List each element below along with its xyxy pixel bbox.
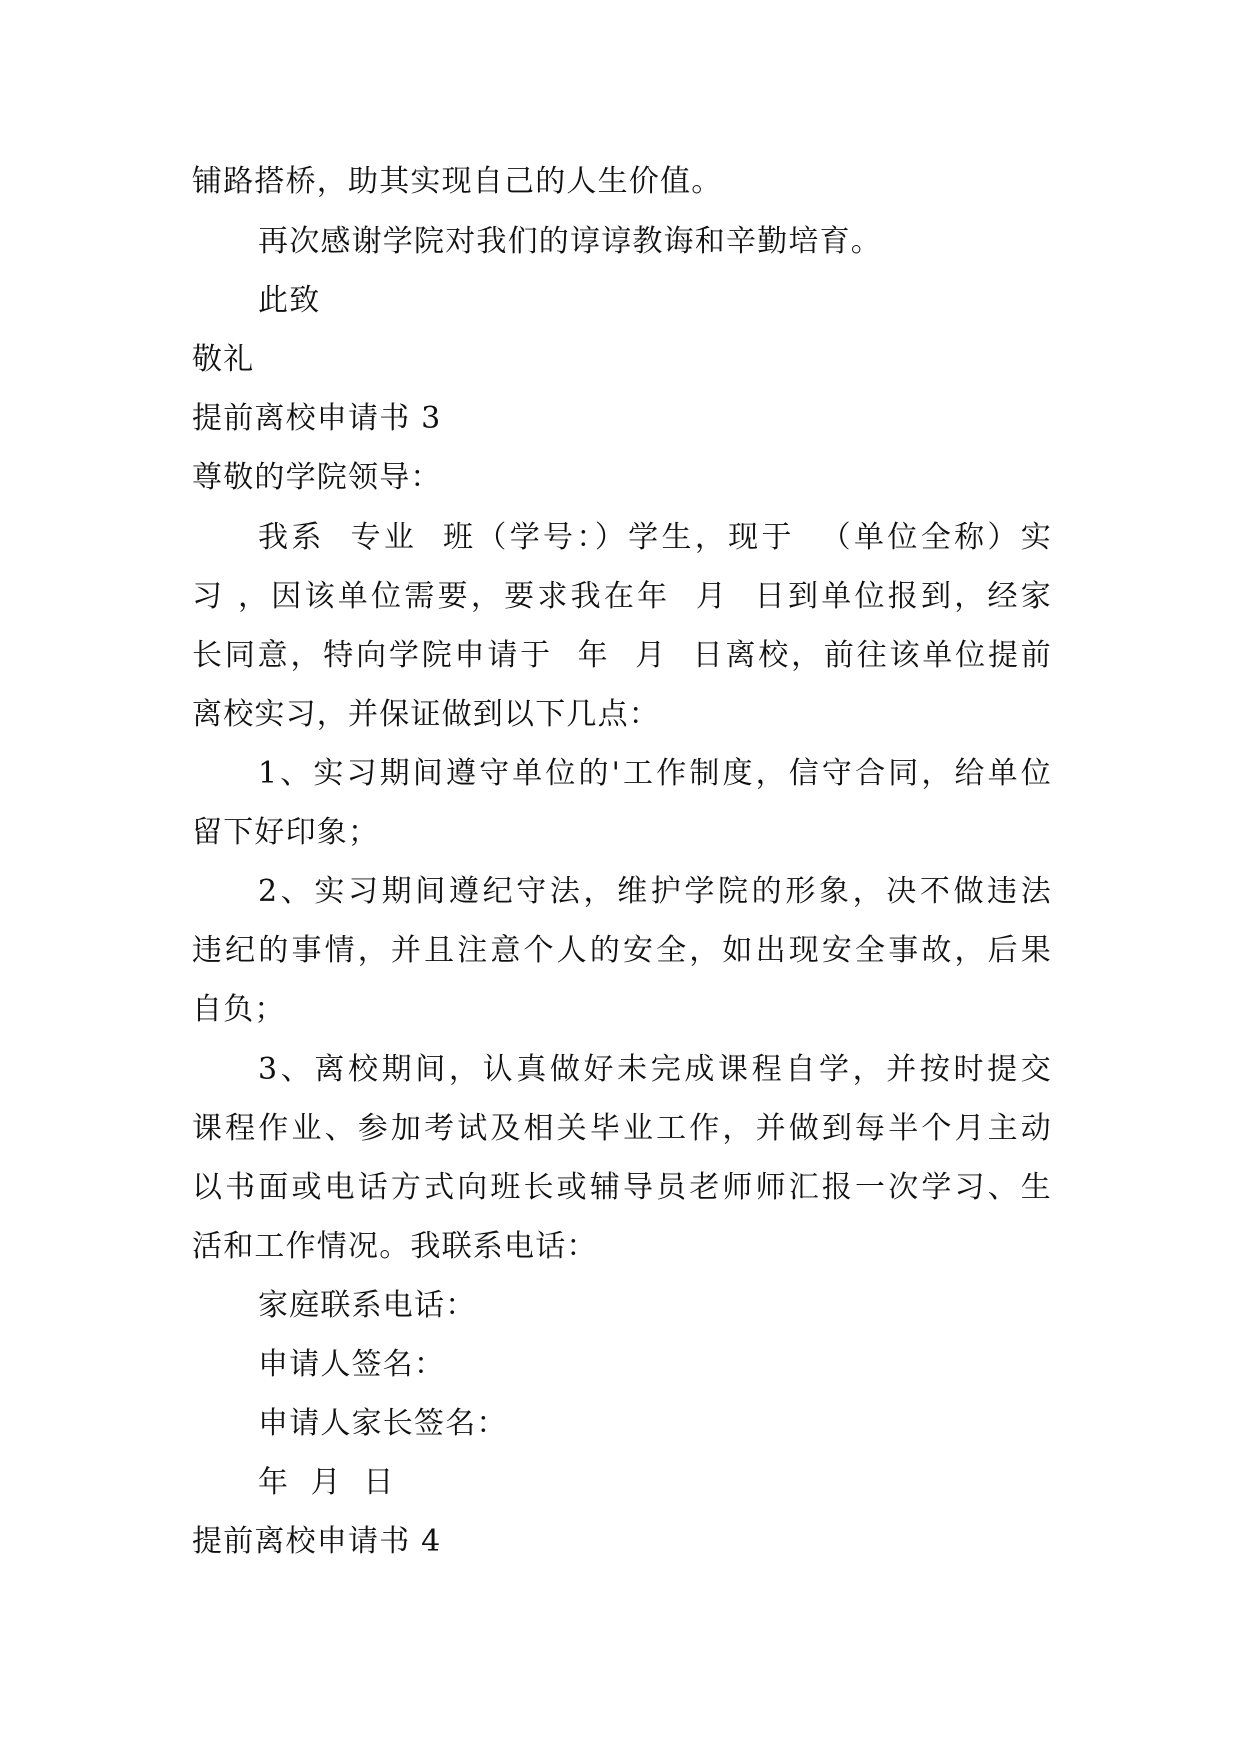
text-line: 2、实习期间遵纪守法，维护学院的形象，决不做违法 [258, 874, 1052, 909]
text-line: 课程作业、参加考试及相关毕业工作，并做到每半个月主动 [192, 1111, 1052, 1146]
text-line: 申请人签名： [258, 1347, 446, 1382]
text-line: 家庭联系电话： [258, 1288, 477, 1323]
text-line: 以书面或电话方式向班长或辅导员老师师汇报一次学习、生 [192, 1170, 1052, 1205]
text-line: 长同意，特向学院申请于 年 月 日离校，前往该单位提前 [192, 638, 1052, 673]
text-line: 自负； [192, 992, 286, 1027]
text-line: 习 ，因该单位需要，要求我在年 月 日到单位报到，经家 [192, 579, 1052, 614]
text-line: 再次感谢学院对我们的谆谆教诲和辛勤培育。 [258, 224, 882, 259]
text-line: 敬礼 [192, 342, 255, 377]
text-line: 活和工作情况。我联系电话： [192, 1229, 598, 1264]
salutation: 尊敬的学院领导： [192, 460, 442, 495]
text-line: 离校实习，并保证做到以下几点： [192, 697, 660, 732]
text-line: 申请人家长签名： [258, 1406, 508, 1441]
text-line: 我系 专业 班（学号：）学生，现于 （单位全称）实 [258, 520, 1052, 555]
date-line: 年 月 日 [258, 1465, 395, 1500]
text-line: 铺路搭桥，助其实现自己的人生价值。 [192, 164, 723, 199]
text-line: 留下好印象； [192, 815, 380, 850]
text-line: 违纪的事情，并且注意个人的安全，如出现安全事故，后果 [192, 933, 1052, 968]
text-line: 1、实习期间遵守单位的'工作制度，信守合同，给单位 [258, 756, 1052, 791]
text-line: 此致 [258, 283, 321, 318]
section-heading: 提前离校申请书 4 [192, 1524, 442, 1559]
section-heading: 提前离校申请书 3 [192, 401, 442, 436]
text-line: 3、离校期间，认真做好未完成课程自学，并按时提交 [258, 1052, 1052, 1087]
